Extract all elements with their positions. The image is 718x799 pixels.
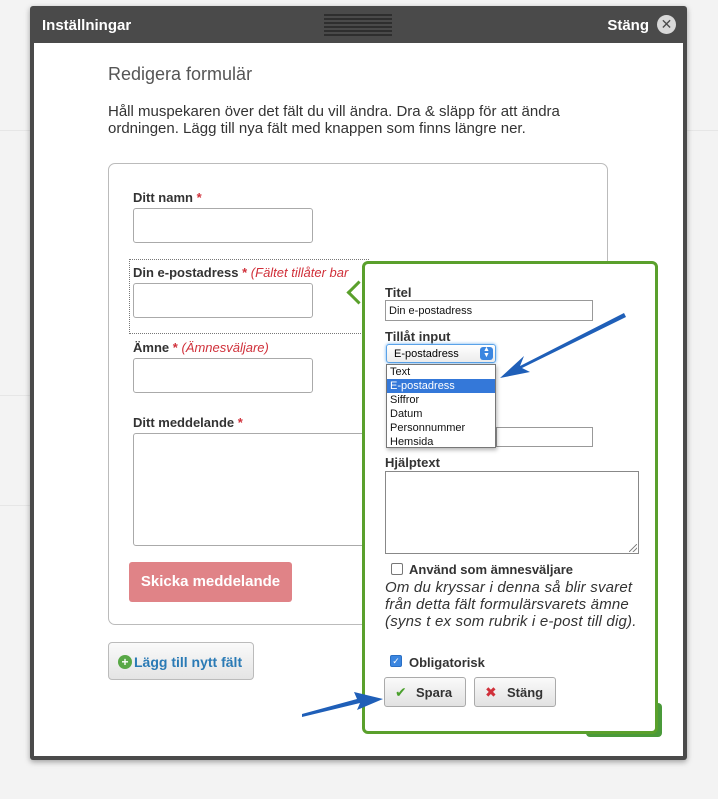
input-type-dropdown[interactable] — [386, 364, 496, 448]
option-date[interactable]: Datum — [390, 408, 423, 420]
subject-checkbox-label[interactable]: Använd som ämnesväljare — [409, 562, 574, 577]
send-message-button[interactable]: Skicka meddelande — [129, 562, 292, 602]
message-textarea[interactable] — [133, 433, 393, 546]
option-website[interactable]: Hemsida — [390, 436, 434, 448]
required-mark: * — [196, 190, 202, 205]
add-field-button[interactable] — [108, 642, 254, 680]
option-personal-number[interactable]: Personnummer — [390, 422, 466, 434]
resize-handle-icon[interactable] — [629, 544, 637, 552]
background-divider — [0, 130, 30, 131]
hidden-input-behind-dropdown[interactable] — [496, 427, 593, 447]
option-text[interactable]: Text — [390, 366, 411, 378]
option-email[interactable]: E-postadress — [387, 379, 495, 393]
help-text-label: Hjälptext — [385, 455, 440, 470]
subject-checkbox[interactable] — [391, 563, 403, 575]
field-label-name[interactable] — [133, 190, 202, 205]
required-checkbox[interactable]: ✓ — [390, 655, 402, 667]
allow-input-label: Tillåt input — [385, 329, 451, 344]
save-label: Spara — [416, 685, 453, 700]
modal-titlebar[interactable] — [30, 6, 687, 43]
input-type-select[interactable] — [386, 344, 496, 363]
background-divider — [0, 505, 30, 506]
close-label: Stäng — [507, 685, 544, 700]
field-hint: (Fältet tillåter bar — [250, 265, 349, 280]
required-checkbox-label[interactable]: Obligatorisk — [409, 655, 485, 670]
close-button[interactable] — [474, 677, 556, 707]
field-hint: (Ämnesväljare) — [181, 340, 269, 355]
add-field-label: Lägg till nytt fält — [134, 654, 243, 670]
checkmark-icon: ✔ — [395, 684, 407, 700]
page-title: Redigera formulär — [108, 64, 253, 84]
help-text-textarea[interactable] — [385, 471, 639, 554]
background-divider — [0, 395, 30, 396]
modal-close-label[interactable]: Stäng — [607, 17, 649, 34]
title-input[interactable] — [385, 300, 593, 321]
field-label-message[interactable] — [133, 415, 243, 430]
close-icon: ✖ — [485, 684, 497, 700]
required-mark: * — [242, 265, 248, 280]
save-button[interactable] — [384, 677, 466, 707]
background-divider — [687, 130, 718, 131]
option-numbers[interactable]: Siffror — [390, 394, 420, 406]
required-mark: * — [237, 415, 243, 430]
field-label-subject[interactable] — [133, 340, 269, 355]
field-label-text: Din e-postadress — [133, 265, 239, 280]
modal-title: Inställningar — [42, 17, 132, 34]
select-value: E-postadress — [394, 348, 459, 360]
field-label-text: Ditt meddelande — [133, 415, 235, 430]
plus-icon: + — [118, 655, 132, 669]
name-input[interactable] — [133, 208, 313, 243]
drag-handle-icon[interactable] — [324, 14, 392, 38]
field-label-text: Ditt namn — [133, 190, 193, 205]
field-label-email[interactable] — [133, 265, 348, 280]
title-input-value: Din e-postadress — [389, 305, 473, 317]
instructions-text: Håll muspekaren över det fält du vill ändra. Dra & släpp för att ändra ordningen. Lägg till nya fält med knappen som finns längre ner. — [108, 103, 560, 137]
field-label-text: Ämne — [133, 340, 170, 355]
close-icon[interactable]: ✕ — [657, 15, 676, 34]
subject-explanation: Om du kryssar i denna så blir svaret från detta fält formulärsvarets ämne (syns t ex som rubrik i e-post till dig). — [385, 579, 637, 630]
subject-input[interactable] — [133, 358, 313, 393]
select-arrows-icon: ▲ ▼ — [480, 347, 493, 360]
title-label: Titel — [385, 285, 412, 300]
email-input[interactable] — [133, 283, 313, 318]
required-mark: * — [172, 340, 178, 355]
